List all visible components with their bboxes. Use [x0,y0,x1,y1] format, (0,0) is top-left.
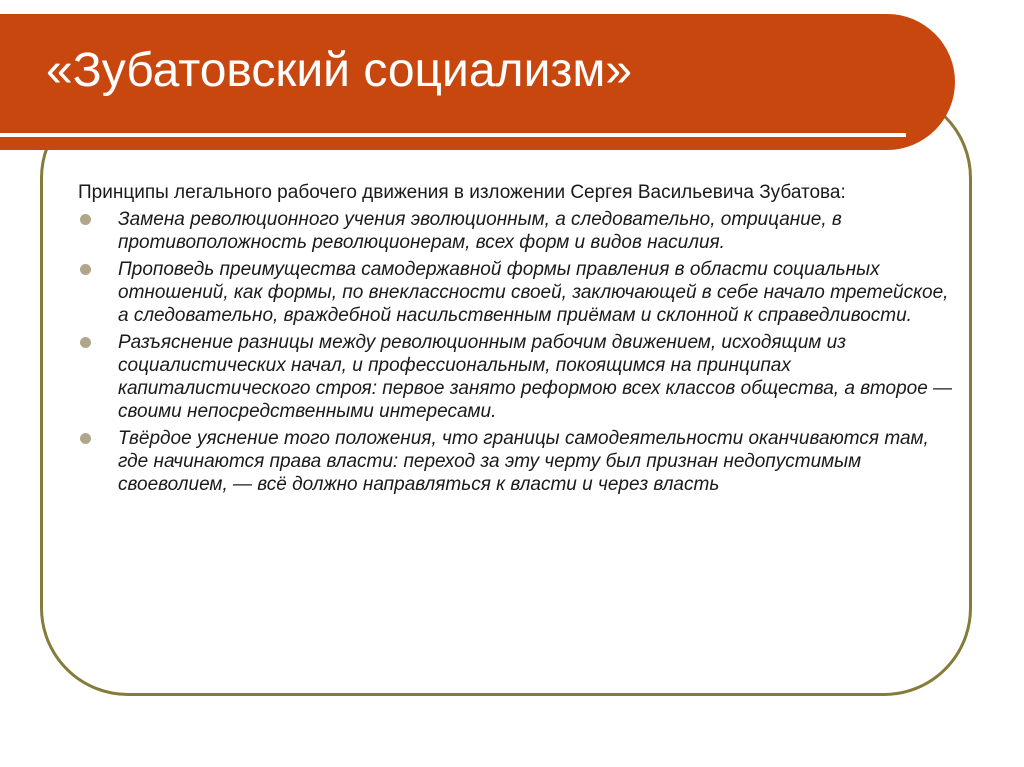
slide-title: «Зубатовский социализм» [46,44,633,97]
bullet-item [78,208,958,254]
bullet-text: Проповедь преимущества самодержавной формы правления в области социальных отношений, как формы, по внеклассности своей, заключающей в себе начало третейское, а следовательно, враждебной насильственным приёмам и склонной к справедливости. [118,259,949,326]
intro-text: Принципы легального рабочего движения в изложении Сергея Васильевича Зубатова: [78,182,846,203]
bullet-dot-icon [80,264,91,275]
bullet-item [78,258,958,327]
bullet-text: Разъяснение разницы между революционным рабочим движением, исходящим из социалистических начал, и профессиональным, покоящимся на принципах капиталистического строя: первое занято реформою всех классов общества, а второе — своими непосредственными интересами. [118,332,953,422]
bullet-item [78,331,958,423]
bullet-text: Твёрдое уяснение того положения, что границы самодеятельности оканчиваются там, где начинаются права власти: переход за эту черту был признан недопустимым своеволием, — всё должно направляться к власти и через власть [118,428,929,495]
slide-body [78,181,958,500]
bullet-dot-icon [80,214,91,225]
title-underline [0,133,906,137]
bullet-list [78,208,958,496]
bullet-text: Замена революционного учения эволюционным, а следовательно, отрицание, в противоположность революционерам, всех форм и видов насилия. [118,209,842,253]
bullet-item [78,427,958,496]
bullet-dot-icon [80,433,91,444]
bullet-dot-icon [80,337,91,348]
